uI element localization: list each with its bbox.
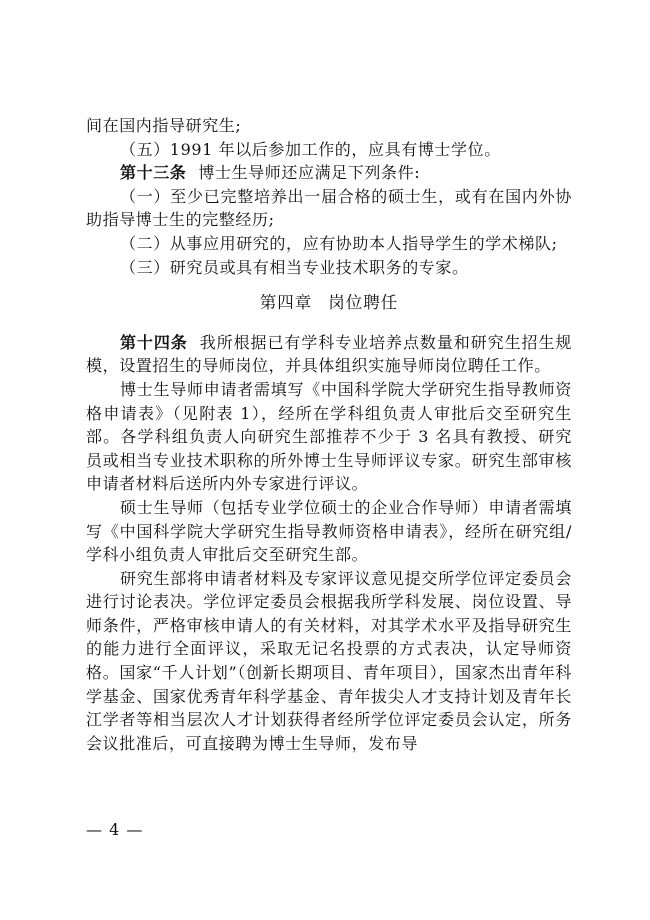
condition-three: （三）研究员或具有相当专业技术职务的专家。 — [120, 257, 469, 277]
paragraph-doctoral-application: 博士生导师申请者需填写《中国科学院大学研究生指导教师资格申请表》（见附表 1），经所在学科组负责人审批后交至研究生部。各学科组负责人向研究生部推荐不少于 3 名具有教授、研究员或相当专业技术职称的所外博士生导师评议专家。研究生部审核申请者材料后送所内外专家进行评议。 — [86, 379, 572, 494]
item-five: （五）1991 年以后参加工作的，应具有博士学位。 — [120, 139, 501, 159]
article-14-text: 我所根据已有学科专业培养点数量和研究生招生规模，设置招生的导师岗位，并具体组织实施导师岗位聘任工作。 — [86, 332, 572, 376]
chapter-number: 第四章 — [259, 293, 313, 313]
chapter-heading — [86, 291, 572, 315]
condition-two: （二）从事应用研究的，应有协助本人指导学生的学术梯队; — [120, 233, 558, 253]
article-13-label: 第十三条 — [120, 163, 187, 183]
article-14 — [86, 331, 572, 378]
article-13-text: 博士生导师还应满足下列条件: — [198, 163, 421, 183]
article-13 — [86, 161, 572, 185]
article-14-label: 第十四条 — [120, 332, 188, 352]
paragraph-committee-review: 研究生部将申请者材料及专家评议意见提交所学位评定委员会进行讨论表决。学位评定委员会根据我所学科发展、岗位设置、导师条件，严格审核申请人的有关材料，对其学术水平及指导研究生的能力进行全面评议，采取无记名投票的方式表决，认定导师资格。国家“千人计划”（创新长期项目、青年项目），国家杰出青年科学基金、国家优秀青年科学基金、青年拔尖人才支持计划及青年长江学者等相当层次人才计划获得者经所学位评定委员会认定，所务会议批准后，可直接聘为博士生导师，发布导 — [86, 568, 572, 753]
document-body — [86, 114, 572, 755]
paragraph-continuation: 间在国内指导研究生; — [86, 116, 242, 135]
paragraph-master-application: 硕士生导师（包括专业学位硕士的企业合作导师）申请者需填写《中国科学院大学研究生指导教师资格申请表》，经所在研究组/学科小组负责人审批后交至研究生部。 — [86, 497, 572, 565]
page-number: — 4 — — [86, 820, 144, 839]
condition-one: （一）至少已完整培养出一届合格的硕士生，或有在国内外协助指导博士生的完整经历; — [86, 186, 572, 230]
chapter-title: 岗位聘任 — [328, 293, 399, 313]
